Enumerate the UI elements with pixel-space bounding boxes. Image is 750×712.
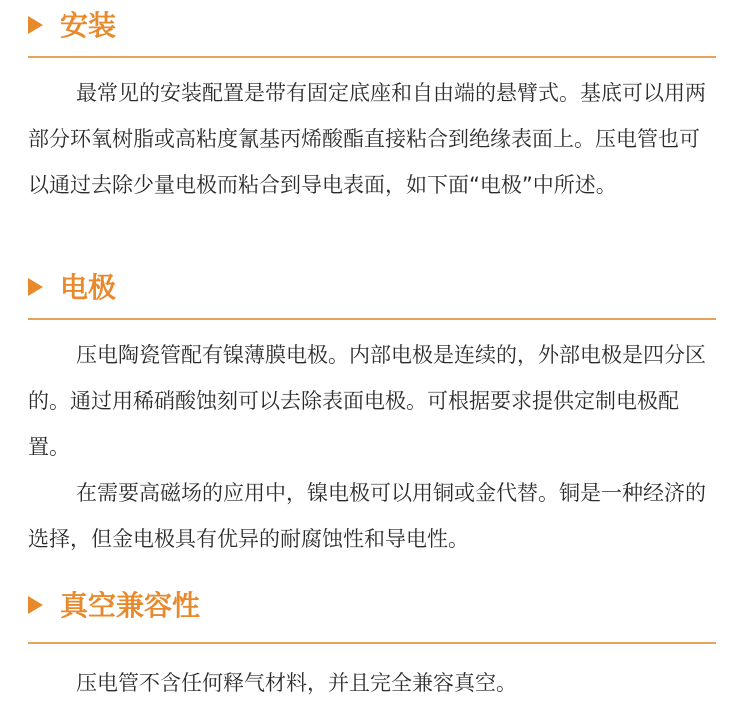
section-paragraph: 在需要高磁场的应用中，镍电极可以用铜或金代替。铜是一种经济的选择，但金电极具有优异的耐腐蚀性和导电性。	[28, 481, 706, 551]
section-paragraph: 最常见的安装配置是带有固定底座和自由端的悬臂式。基底可以用两部分环氧树脂或高粘度氰基丙烯酸酯直接粘合到绝缘表面上。压电管也可以通过去除少量电极而粘合到导电表面，如下面“电极”中所述。	[28, 81, 706, 197]
section-title: 安装	[60, 9, 117, 42]
section-title: 电极	[60, 271, 117, 304]
section-divider	[28, 56, 716, 58]
section-paragraph: 压电陶瓷管配有镍薄膜电极。内部电极是连续的，外部电极是四分区的。通过用稀硝酸蚀刻可以去除表面电极。可根据要求提供定制电极配置。	[28, 343, 706, 459]
section-header-electrodes	[0, 268, 750, 308]
section-header-installation	[0, 6, 750, 46]
section-paragraph: 压电管不含任何释气材料，并且完全兼容真空。	[76, 671, 517, 695]
triangle-bullet-icon	[28, 278, 43, 296]
section-title: 真空兼容性	[60, 589, 201, 622]
triangle-bullet-icon	[28, 16, 43, 34]
section-divider	[28, 318, 716, 320]
section-divider	[28, 642, 716, 644]
section-header-vacuum-compatibility	[0, 586, 750, 626]
triangle-bullet-icon	[28, 596, 43, 614]
